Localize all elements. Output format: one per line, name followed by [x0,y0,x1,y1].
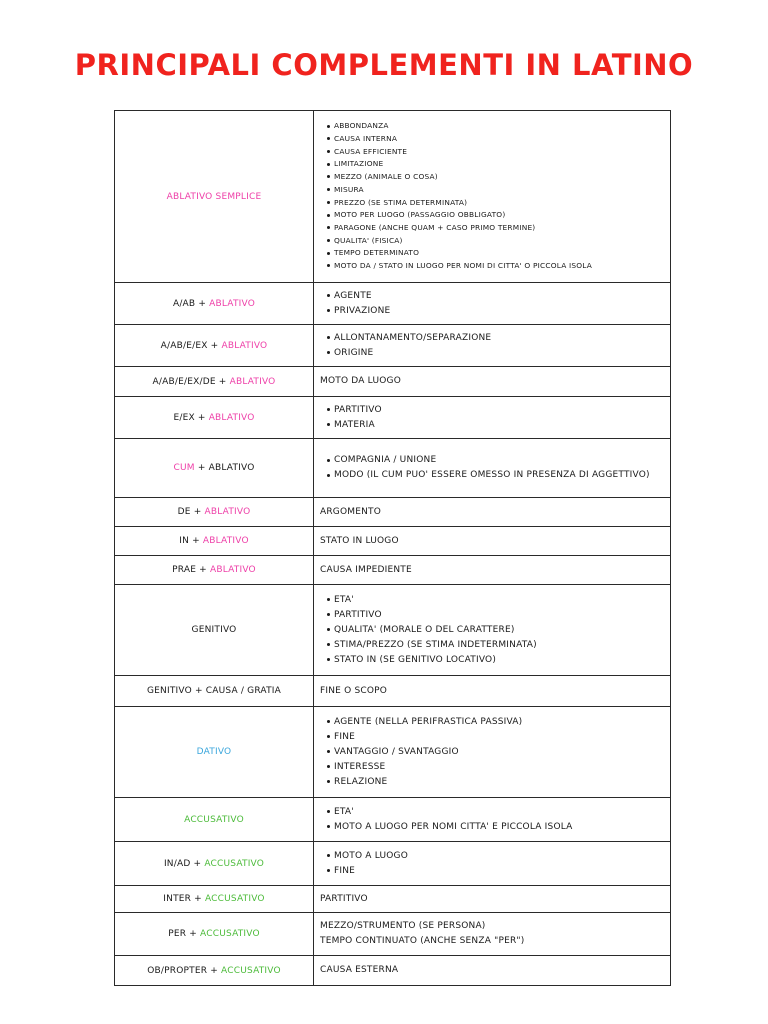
complemento-cell [314,283,671,325]
table-row [115,527,671,556]
list-item: LIMITAZIONE [334,158,670,171]
table-row [115,956,671,986]
list-item: PARTITIVO [334,403,670,418]
case-cell [115,886,314,913]
case-text: + ABLATIVO [194,463,255,473]
table-row [115,585,671,676]
table-body [115,111,671,986]
case-cell [115,439,314,498]
case-text: ABLATIVO [229,376,276,387]
complemento-list [320,593,670,668]
list-item: STATO IN (SE GENITIVO LOCATIVO) [334,653,670,668]
case-text: ABLATIVO [221,340,268,351]
case-text: A/AB + [172,298,210,309]
list-item: ETA' [334,593,670,608]
list-item: RELAZIONE [334,775,670,790]
complemento-text: MOTO DA LUOGO [320,376,401,386]
list-item: FINE [334,730,670,745]
list-item: ETA' [334,805,670,820]
case-text: CUM [173,463,195,473]
case-text: PER + [168,929,201,939]
list-item: MOTO PER LUOGO (PASSAGGIO OBBLIGATO) [334,209,670,222]
case-text: ACCUSATIVO [204,858,265,869]
complemento-cell [314,397,671,439]
case-text: ACCUSATIVO [221,965,281,976]
case-cell [115,585,314,676]
complemento-list [320,849,670,879]
case-text: A/AB/E/EX/DE + [152,376,230,387]
case-cell [115,842,314,886]
list-item: MISURA [334,184,670,197]
case-cell [115,397,314,439]
list-item: QUALITA' (FISICA) [334,235,670,248]
list-item: QUALITA' (MORALE O DEL CARATTERE) [334,623,670,638]
table-row [115,798,671,842]
table-row [115,325,671,367]
case-text: ABLATIVO [204,507,251,517]
case-cell [115,707,314,798]
list-item: AGENTE [334,289,670,304]
table-row [115,498,671,527]
complemento-cell [314,527,671,556]
complemento-cell [314,707,671,798]
case-cell [115,956,314,986]
case-text: GENITIVO + CAUSA / GRATIA [147,686,281,696]
case-text: ABLATIVO [209,298,256,309]
list-item: AGENTE (NELLA PERIFRASTICA PASSIVA) [334,715,670,730]
list-item: ALLONTANAMENTO/SEPARAZIONE [334,331,670,346]
complemento-cell [314,956,671,986]
list-item: CAUSA INTERNA [334,133,670,146]
complemento-text: FINE O SCOPO [320,685,388,696]
case-cell [115,325,314,367]
case-text: ACCUSATIVO [184,814,244,825]
table-row [115,111,671,283]
complementi-table [114,110,671,986]
list-item: MOTO A LUOGO PER NOMI CITTA' E PICCOLA ISOLA [334,820,670,835]
complemento-text: CAUSA ESTERNA [320,965,399,975]
complemento-cell [314,676,671,707]
case-text: PRAE + [172,565,210,575]
table-row [115,439,671,498]
case-text: ABLATIVO [202,536,249,546]
table-row [115,913,671,956]
list-item: CAUSA EFFICIENTE [334,146,670,159]
complemento-text: STATO IN LUOGO [320,535,399,546]
list-item: PREZZO (SE STIMA DETERMINATA) [334,197,670,210]
complemento-cell [314,585,671,676]
case-text: OB/PROPTER + [147,965,222,976]
list-item: FINE [334,864,670,879]
case-text: E/EX + [173,412,209,423]
case-text: ACCUSATIVO [204,894,265,904]
list-item: MEZZO (ANIMALE O COSA) [334,171,670,184]
complemento-text: ARGOMENTO [320,506,382,517]
complemento-cell [314,367,671,397]
case-cell [115,556,314,585]
case-text: ABLATIVO [208,412,255,423]
table-row [115,556,671,585]
list-item: PRIVAZIONE [334,304,670,319]
complemento-list [320,120,670,272]
case-cell [115,527,314,556]
list-item: MATERIA [334,418,670,433]
page-title: PRINCIPALI COMPLEMENTI IN LATINO [74,48,694,82]
complemento-cell [314,556,671,585]
list-item: STIMA/PREZZO (SE STIMA INDETERMINATA) [334,638,670,653]
case-text: DE + [177,507,205,517]
complemento-text: TEMPO CONTINUATO (ANCHE SENZA "PER") [320,936,525,946]
case-text: IN + [179,536,203,546]
list-item: MODO (IL CUM PUO' ESSERE OMESSO IN PRESENZA DI AGGETTIVO) [334,468,670,483]
case-text: IN/AD + [163,858,205,869]
case-text: ABLATIVO SEMPLICE [166,191,262,202]
list-item: TEMPO DETERMINATO [334,247,670,260]
complemento-cell [314,439,671,498]
case-cell [115,283,314,325]
list-item: ORIGINE [334,346,670,361]
complemento-list [320,403,670,433]
table-row [115,842,671,886]
list-item: MOTO DA / STATO IN LUOGO PER NOMI DI CITTA' O PICCOLA ISOLA [334,260,670,273]
complemento-text: CAUSA IMPEDIENTE [320,564,412,575]
complemento-cell [314,498,671,527]
case-cell [115,111,314,283]
case-cell [115,913,314,956]
complemento-cell [314,842,671,886]
case-text: ACCUSATIVO [200,929,260,939]
complemento-list [320,715,670,790]
table-row [115,707,671,798]
case-cell [115,367,314,397]
complemento-list [320,805,670,835]
list-item: VANTAGGIO / SVANTAGGIO [334,745,670,760]
complemento-cell [314,886,671,913]
list-item: PARAGONE (ANCHE QUAM + CASO PRIMO TERMINE) [334,222,670,235]
case-text: ABLATIVO [209,565,256,575]
complemento-list [320,289,670,319]
case-text: GENITIVO [191,625,237,635]
table-row [115,367,671,397]
complemento-cell [314,111,671,283]
complemento-cell [314,325,671,367]
complemento-cell [314,798,671,842]
list-item: INTERESSE [334,760,670,775]
table-row [115,397,671,439]
complemento-text: MEZZO/STRUMENTO (SE PERSONA) [320,921,486,931]
list-item: ABBONDANZA [334,120,670,133]
case-text: DATIVO [196,747,232,757]
case-cell [115,798,314,842]
table-row [115,283,671,325]
list-item: PARTITIVO [334,608,670,623]
complemento-text: PARTITIVO [320,893,368,904]
table-row [115,676,671,707]
case-text: A/AB/E/EX + [160,340,222,351]
list-item: MOTO A LUOGO [334,849,670,864]
complemento-cell [314,913,671,956]
case-cell [115,676,314,707]
case-cell [115,498,314,527]
case-text: INTER + [163,894,205,904]
table-row [115,886,671,913]
list-item: COMPAGNIA / UNIONE [334,453,670,468]
complemento-list [320,453,670,483]
complemento-list [320,331,670,361]
